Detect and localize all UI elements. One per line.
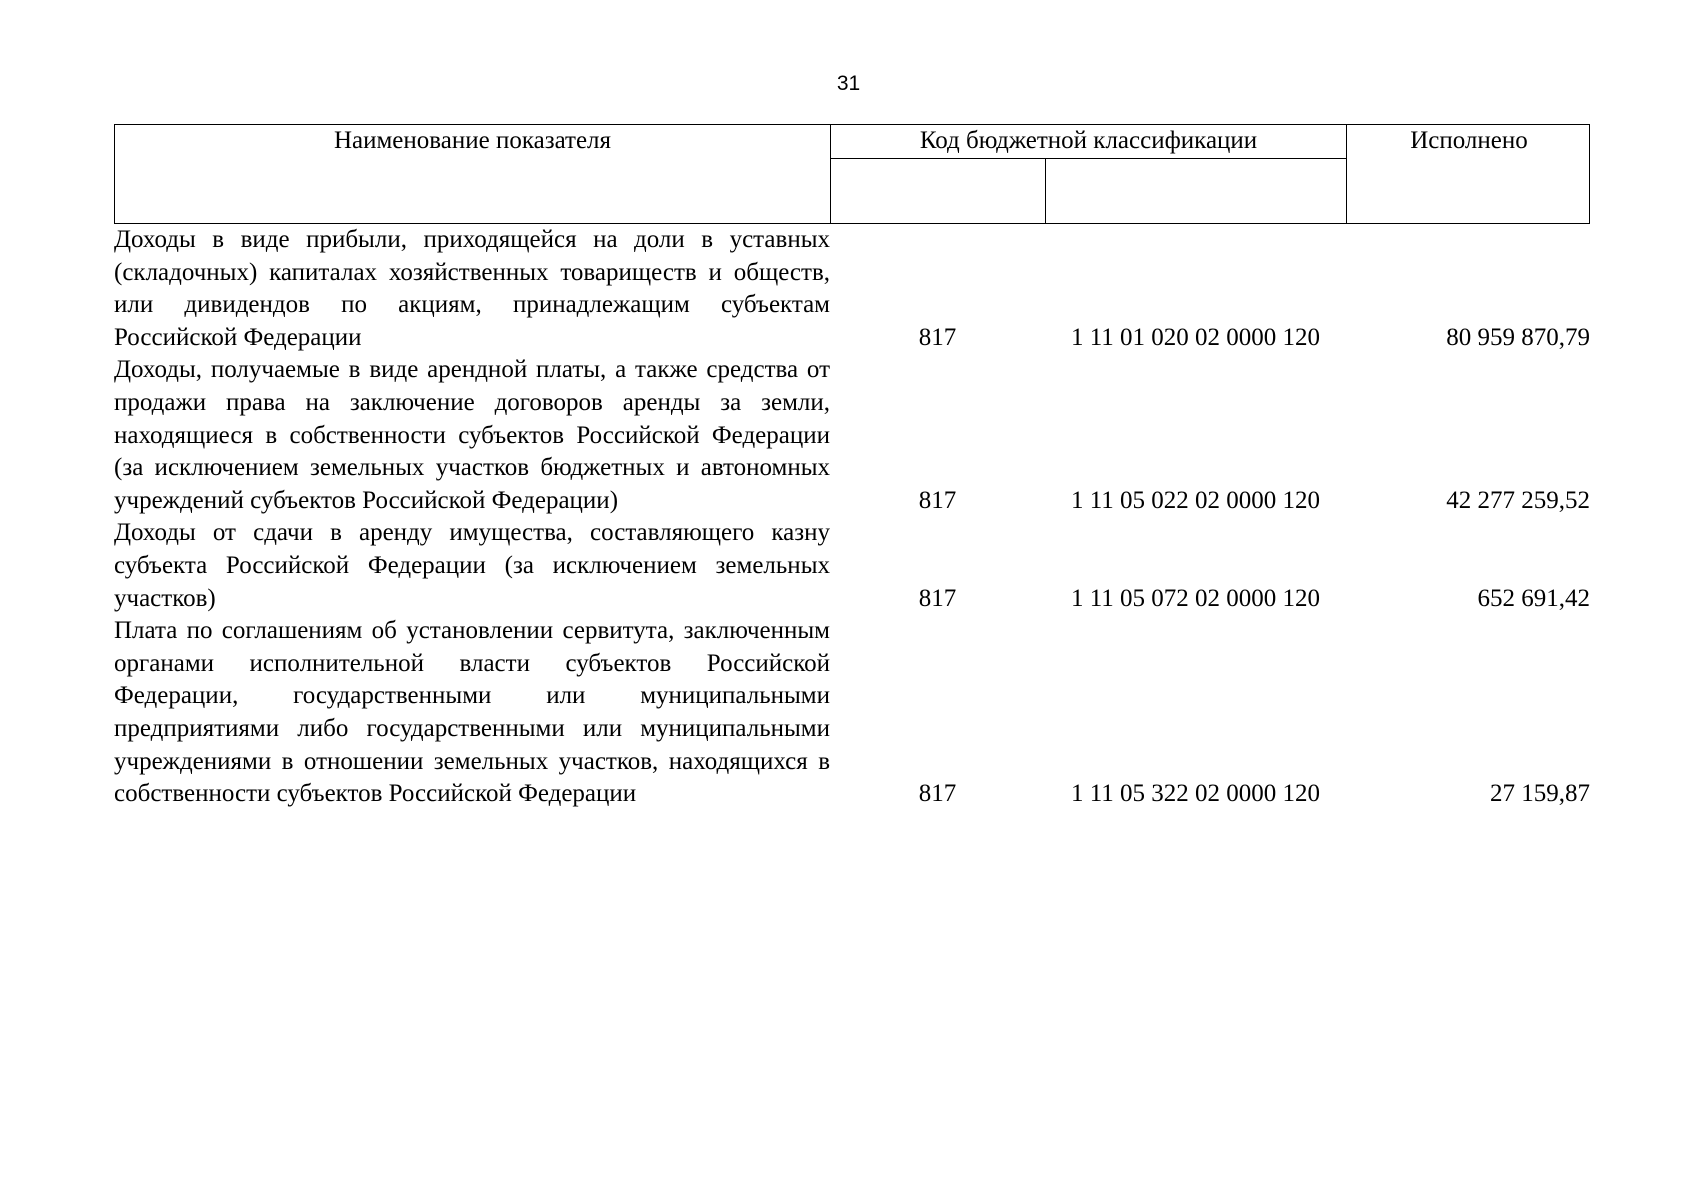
table-body <box>114 224 1590 811</box>
indicator-name: Доходы, получаемые в виде арендной платы, а также средства от продажи права на заключение договоров аренды за земли, находящиеся в собственности субъектов Российской Федерации (за исключением земельных участков бюджетных и автономных учреждений субъектов Российской Федерации) <box>114 356 830 514</box>
executed-value: 652 691,42 <box>1477 584 1590 612</box>
admin-code: 817 <box>918 780 957 808</box>
header-code: Код бюджетной классификации <box>831 125 1347 159</box>
budget-code: 1 11 01 020 02 0000 120 <box>1070 323 1321 351</box>
indicator-name: Доходы от сдачи в аренду имущества, составляющего казну субъекта Российской Федерации (за исключением земельных участков) <box>114 519 830 612</box>
budget-code: 1 11 05 322 02 0000 120 <box>1070 780 1321 808</box>
budget-code: 1 11 05 072 02 0000 120 <box>1070 584 1321 612</box>
executed-value: 27 159,87 <box>1490 780 1590 808</box>
table-row <box>114 224 1590 354</box>
admin-code: 817 <box>918 486 957 514</box>
header-executed: Исполнено <box>1410 127 1528 154</box>
budget-code: 1 11 05 022 02 0000 120 <box>1070 486 1321 514</box>
header-code-classification <box>1046 159 1347 223</box>
table-row <box>114 354 1590 517</box>
executed-value: 80 959 870,79 <box>1446 323 1590 351</box>
header-name: Наименование показателя <box>115 125 831 223</box>
table-header <box>114 124 1590 224</box>
admin-code: 817 <box>918 323 957 351</box>
indicator-name: Плата по соглашениям об установлении сервитута, заключенным органами исполнительной власти субъектов Российской Федерации, государственными или муниципальными предприятиями либо государственными или муниципальными учреждениями в отношении земельных участков, находящихся в собственности субъектов Российской Федерации <box>114 617 830 808</box>
table-row <box>114 517 1590 615</box>
header-code-admin <box>831 159 1046 223</box>
table-row <box>114 615 1590 811</box>
indicator-name: Доходы в виде прибыли, приходящейся на доли в уставных (складочных) капиталах хозяйственных товариществ и обществ, или дивидендов по акциям, принадлежащим субъектам Российской Федерации <box>114 226 830 351</box>
admin-code: 817 <box>918 584 957 612</box>
page-number: 31 <box>836 72 861 95</box>
executed-value: 42 277 259,52 <box>1446 486 1590 514</box>
